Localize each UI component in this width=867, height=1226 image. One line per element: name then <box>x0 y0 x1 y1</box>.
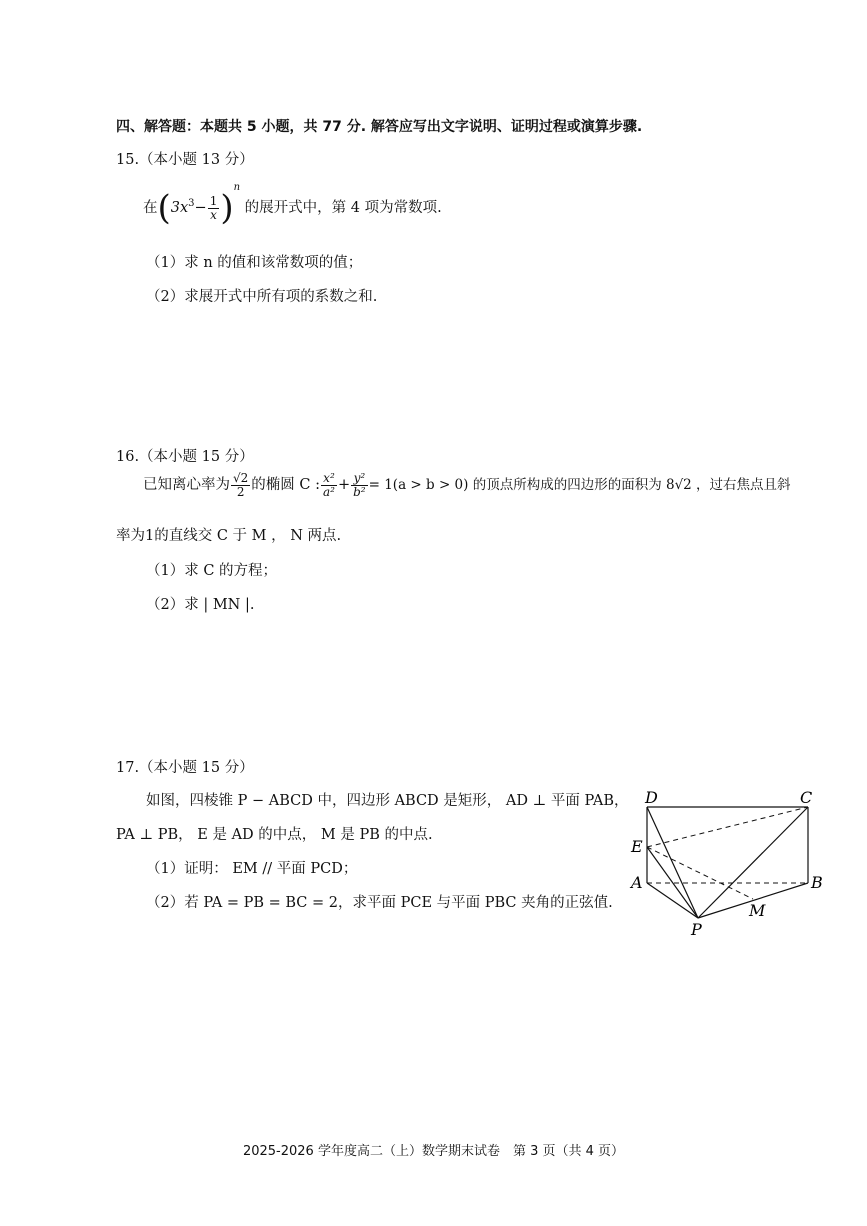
label-p: P <box>691 920 702 939</box>
right-paren: ) <box>220 188 234 228</box>
q16-x-num: x² <box>321 472 337 486</box>
q15-term-a: 3x <box>170 200 189 216</box>
q16-y-den: b² <box>353 484 366 499</box>
q16-heading: 16.（本小题 15 分） <box>116 449 254 465</box>
q15-term-sup: 3 <box>188 198 195 210</box>
q15-part2: （2）求展开式中所有项的系数之和. <box>146 289 378 305</box>
q16-x-den: a² <box>322 484 335 499</box>
page-footer: 2025-2026 学年度高二（上）数学期末试卷 第 3 页（共 4 页） <box>242 1144 625 1159</box>
q17-part2: （2）若 PA = PB = BC = 2，求平面 PCE 与平面 PBC 夹角的正弦值. <box>146 895 613 911</box>
section-header: 四、解答题：本题共 5 小题，共 77 分. 解答应写出文字说明、证明过程或演算步骤. <box>116 119 643 135</box>
label-b: B <box>811 873 823 892</box>
edge-dp <box>647 807 698 918</box>
label-d: D <box>645 788 658 807</box>
q15-stem <box>143 182 442 228</box>
label-c: C <box>800 788 813 807</box>
q15-frac-den: x <box>210 207 217 222</box>
q16-line1-b: 的椭圆 C : <box>251 477 320 494</box>
label-a: A <box>631 873 643 892</box>
q16-part1: （1）求 C 的方程； <box>146 563 278 579</box>
q16-x-fraction <box>321 472 337 498</box>
q15-heading: 15.（本小题 13 分） <box>116 152 254 168</box>
edge-em <box>647 847 753 899</box>
q17-line1: 如图，四棱锥 P − ABCD 中，四边形 ABCD 是矩形， AD ⊥ 平面 PAB， <box>146 793 629 809</box>
q16-part2: （2）求 | MN |. <box>146 597 255 613</box>
q15-minus: − <box>194 200 207 216</box>
q16-y-num: y² <box>351 472 368 486</box>
q16-ecc-den: 2 <box>236 484 245 499</box>
q17-line2: PA ⊥ PB， E 是 AD 的中点， M 是 PB 的中点. <box>116 827 433 843</box>
label-e: E <box>631 837 643 856</box>
q15-stem-pre: 在 <box>143 200 158 216</box>
q17-heading: 17.（本小题 15 分） <box>116 760 254 776</box>
q16-line2: 率为1的直线交 C 于 M ， N 两点. <box>116 528 342 544</box>
q15-part1: （1）求 n 的值和该常数项的值； <box>146 255 363 271</box>
label-m: M <box>749 901 766 920</box>
q16-plus: + <box>337 477 351 494</box>
q15-power: n <box>233 182 241 193</box>
q17-part1: （1）证明： EM // 平面 PCD； <box>146 861 358 877</box>
edge-ec <box>647 807 808 847</box>
q15-fraction <box>208 195 220 221</box>
q16-y-fraction <box>351 472 368 498</box>
left-paren: ( <box>157 188 171 228</box>
q16-line1-c: = 1(a > b > 0) 的顶点所构成的四边形的面积为 8√2 ，过右焦点且斜 <box>368 477 791 494</box>
q16-line1 <box>143 472 791 498</box>
edge-ep <box>647 847 698 918</box>
q16-ecc-num: √2 <box>233 471 249 485</box>
q16-line1-a: 已知离心率为 <box>143 477 230 494</box>
q15-stem-post: 的展开式中，第 4 项为常数项. <box>244 200 442 216</box>
pyramid-figure <box>625 785 830 940</box>
q15-frac-num: 1 <box>209 193 218 208</box>
q16-ecc-fraction <box>231 472 250 498</box>
